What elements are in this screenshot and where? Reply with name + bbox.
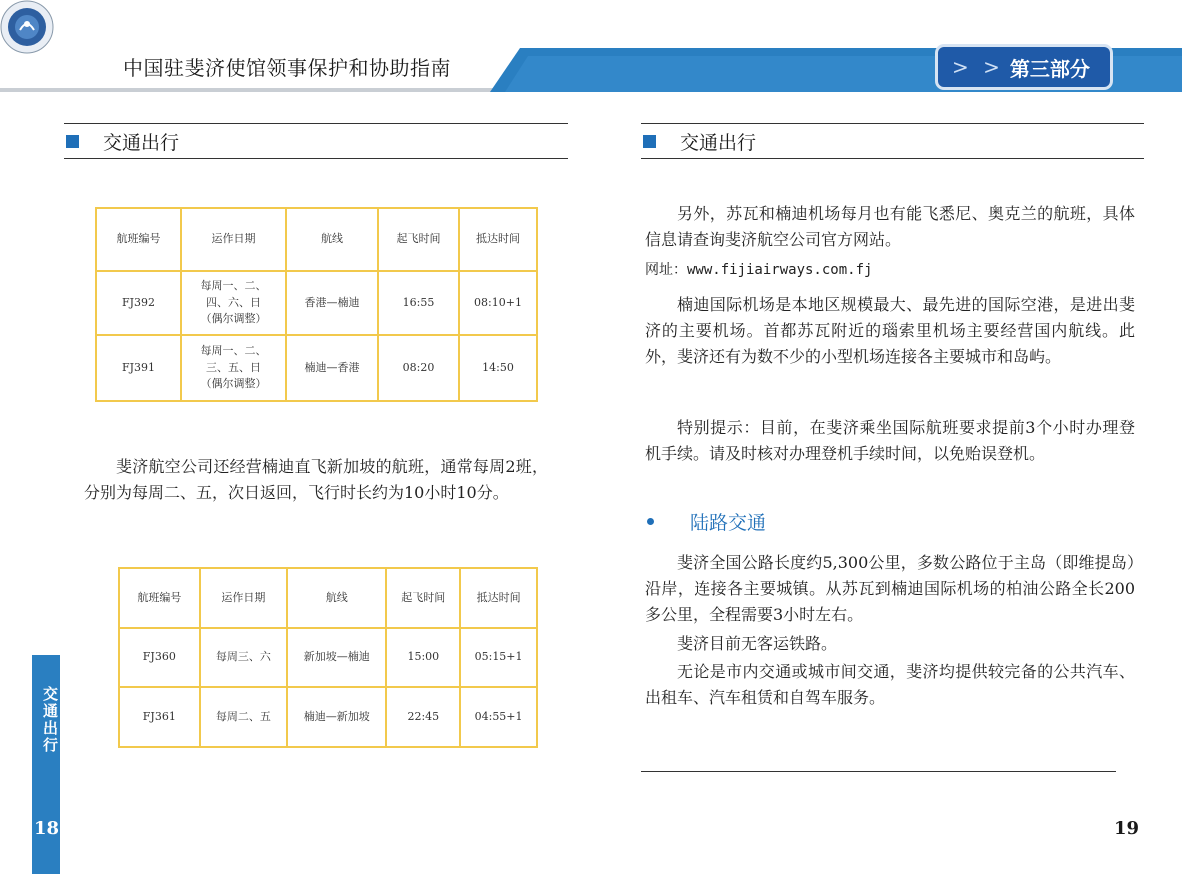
operating-days <box>181 271 286 335</box>
table-row <box>119 628 537 687</box>
arrival-time: 14:50 <box>459 335 537 401</box>
days-line: 每周一、二、 <box>200 279 267 293</box>
days-line: （偶尔调整） <box>200 312 267 326</box>
flight-number: FJ361 <box>119 687 200 747</box>
section-heading-left <box>64 123 568 159</box>
header-cell: 航线 <box>287 568 386 628</box>
flight-table-hongkong <box>95 207 538 402</box>
singapore-flights-paragraph: 斐济航空公司还经营楠迪直飞新加坡的航班，通常每周2班，分别为每周二、五，次日返回，飞行时长约为10小时10分。 <box>84 457 548 502</box>
flight-number: FJ360 <box>119 628 200 687</box>
route: 楠迪—新加坡 <box>287 687 386 747</box>
page-number-left: 18 <box>34 818 60 839</box>
table-header-row <box>119 568 537 628</box>
public-transport-paragraph: 无论是市内交通或城市间交通，斐济均提供较完备的公共汽车、出租车、汽车租赁和自驾车服务。 <box>645 662 1135 707</box>
departure-time: 22:45 <box>386 687 460 747</box>
arrival-time: 04:55+1 <box>460 687 537 747</box>
section-title: 交通出行 <box>103 131 180 154</box>
arrival-time: 08:10+1 <box>459 271 537 335</box>
days-line: （偶尔调整） <box>200 377 267 391</box>
square-bullet-icon <box>66 135 79 148</box>
consular-seal-logo <box>0 0 54 54</box>
land-transport-heading <box>645 508 766 535</box>
page-header <box>0 0 1182 100</box>
route: 香港—楠迪 <box>286 271 378 335</box>
header-cell: 抵达时间 <box>459 208 537 271</box>
days-line: 每周一、二、 <box>200 344 267 358</box>
section-title: 交通出行 <box>680 131 757 154</box>
chapter-side-tab <box>32 655 60 874</box>
operating-days: 每周二、五 <box>200 687 288 747</box>
arrival-time: 05:15+1 <box>460 628 537 687</box>
days-line: 三、五、日 <box>206 360 261 374</box>
departure-time: 15:00 <box>386 628 460 687</box>
header-cell: 航线 <box>286 208 378 271</box>
page-number-right: 19 <box>1114 818 1140 839</box>
international-routes-paragraph: 另外，苏瓦和楠迪机场每月也有能飞悉尼、奥克兰的航班，具体信息请查询斐济航空公司官方网站。 <box>645 204 1135 249</box>
departure-time: 08:20 <box>378 335 459 401</box>
departure-time: 16:55 <box>378 271 459 335</box>
header-cell: 起飞时间 <box>386 568 460 628</box>
header-cell: 抵达时间 <box>460 568 537 628</box>
flight-number: FJ392 <box>96 271 181 335</box>
header-cell: 运作日期 <box>200 568 288 628</box>
dot-bullet-icon <box>647 518 654 525</box>
part-label: 第三部分 <box>1009 56 1090 81</box>
header-cell: 运作日期 <box>181 208 286 271</box>
table-row <box>119 687 537 747</box>
chevron-right-icon: > > <box>952 55 1004 79</box>
railway-paragraph: 斐济目前无客运铁路。 <box>677 634 838 653</box>
flight-table-singapore <box>118 567 538 748</box>
table-header-row <box>96 208 537 271</box>
subheading-text: 陆路交通 <box>690 512 767 534</box>
table-row <box>96 335 537 401</box>
guide-title: 中国驻斐济使馆领事保护和协助指南 <box>123 56 451 80</box>
flight-number: FJ391 <box>96 335 181 401</box>
side-tab-label: 交通出行 <box>41 686 59 754</box>
website-line: 网址：www.fijiairways.com.fj <box>645 262 873 278</box>
days-line: 四、六、日 <box>206 295 261 309</box>
roads-paragraph: 斐济全国公路长度约5,300公里，多数公路位于主岛（即维提岛）沿岸，连接各主要城镇。从苏瓦到楠迪国际机场的柏油公路全长200多公里，全程需要3小时左右。 <box>645 553 1135 624</box>
header-cell: 航班编号 <box>119 568 200 628</box>
part-badge <box>938 47 1110 87</box>
footer-divider <box>641 771 1116 772</box>
section-heading-right <box>641 123 1144 159</box>
route: 楠迪—香港 <box>286 335 378 401</box>
special-notice-paragraph: 特别提示：目前，在斐济乘坐国际航班要求提前3个小时办理登机手续。请及时核对办理登机手续时间，以免贻误登机。 <box>645 418 1135 463</box>
header-cell: 航班编号 <box>96 208 181 271</box>
airports-paragraph: 楠迪国际机场是本地区规模最大、最先进的国际空港，是进出斐济的主要机场。首都苏瓦附近的瑙索里机场主要经营国内航线。此外，斐济还有为数不少的小型机场连接各主要城市和岛屿。 <box>645 295 1135 366</box>
route: 新加坡—楠迪 <box>287 628 386 687</box>
table-row <box>96 271 537 335</box>
operating-days: 每周三、六 <box>200 628 288 687</box>
operating-days <box>181 335 286 401</box>
header-cell: 起飞时间 <box>378 208 459 271</box>
square-bullet-icon <box>643 135 656 148</box>
